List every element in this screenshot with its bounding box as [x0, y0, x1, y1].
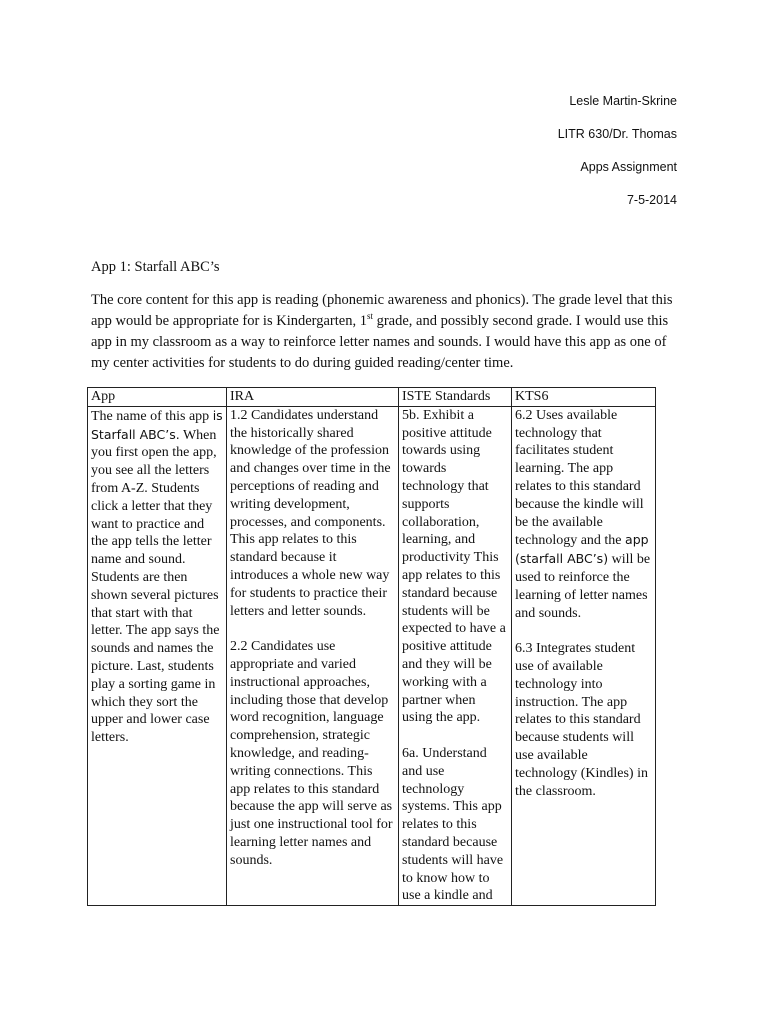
header-iste: ISTE Standards — [399, 388, 512, 407]
app-heading: App 1: Starfall ABC’s — [91, 259, 220, 275]
app-desc-start: The name of this app — [91, 408, 213, 424]
course-info: LITR 630/Dr. Thomas — [557, 127, 677, 141]
iste-standard-6a: 6a. Understand and use technology systems. This app relates to this standard because students will have to know how to use a kindle and — [402, 745, 504, 904]
cell-kts6-standards — [512, 406, 656, 905]
intro-text-start: The core content for this app is reading (phonemic awareness and phonics). The grade level that this app would be appropriate for is Kindergarten, 1 — [91, 292, 673, 329]
intro-superscript: st — [366, 311, 373, 322]
ira-standard-2-2: 2.2 Candidates use appropriate and varied instructional approaches, including those that develop word recognition, language comprehension, strategic knowledge, and reading-writing connections. This app relates to this standard because the app will serve as just one instructional tool for learning letter names and sounds. — [230, 639, 393, 868]
kts-standard-6-2 — [515, 407, 652, 623]
ira-standard-1-2: 1.2 Candidates understand the historically shared knowledge of the profession and changes over time in the perceptions of reading and writing development, processes, and components. This app relates to this standard because it introduces a whole new way for students to practice their letters and letter sounds. — [230, 407, 391, 619]
cell-iste-standards — [399, 406, 512, 905]
iste-standard-5b: 5b. Exhibit a positive attitude towards using towards technology that supports collaboration, learning, and productivity This app relates to this standard because students will be expected to have a positive attitude and they will be working with a partner when using the app. — [402, 407, 506, 726]
table-header-row — [88, 388, 656, 407]
cell-ira-standards — [227, 406, 399, 905]
kts-standard-6-3: 6.3 Integrates student use of available technology into instruction. The app relates to this standard because students will use available technology (Kindles) in the classroom. — [515, 641, 648, 799]
author-name: Lesle Martin-Skrine — [569, 94, 677, 108]
intro-text-end: grade, and possibly second grade. I would use this app in my classroom as a way to reinforce letter names and sounds. I would have this app as one of my center activities for students to do during guided reading/center time. — [91, 313, 669, 371]
assignment-date: 7-5-2014 — [626, 193, 677, 207]
intro-paragraph — [91, 290, 683, 374]
standards-table — [87, 387, 656, 906]
header-app: App — [88, 388, 227, 407]
kts-app-name: app (starfall ABC’s) — [515, 532, 649, 567]
table-row — [88, 406, 656, 905]
kts-6-2-end: will be used to reinforce the learning of letter names and sounds. — [515, 552, 651, 621]
app-description — [91, 407, 223, 747]
app-name: is Starfall ABC’s. — [91, 407, 223, 442]
app-desc-rest: When you first open the app, you see all the letters from A-Z. Students click a letter that they want to practice and the app tells the letter name and sound. Students are then shown several pictures that start with that letter. The app says the sounds and names the picture. Last, students play a sorting game in which they sort the upper and lower case letters. — [91, 427, 220, 746]
assignment-title: Apps Assignment — [580, 160, 677, 174]
header-kts6: KTS6 — [512, 388, 656, 407]
header-ira: IRA — [227, 388, 399, 407]
kts-6-2-start: 6.2 Uses available technology that facilitates student learning. The app relates to this standard because the kindle will be the available technology and the — [515, 407, 644, 549]
cell-app-description — [88, 406, 227, 905]
